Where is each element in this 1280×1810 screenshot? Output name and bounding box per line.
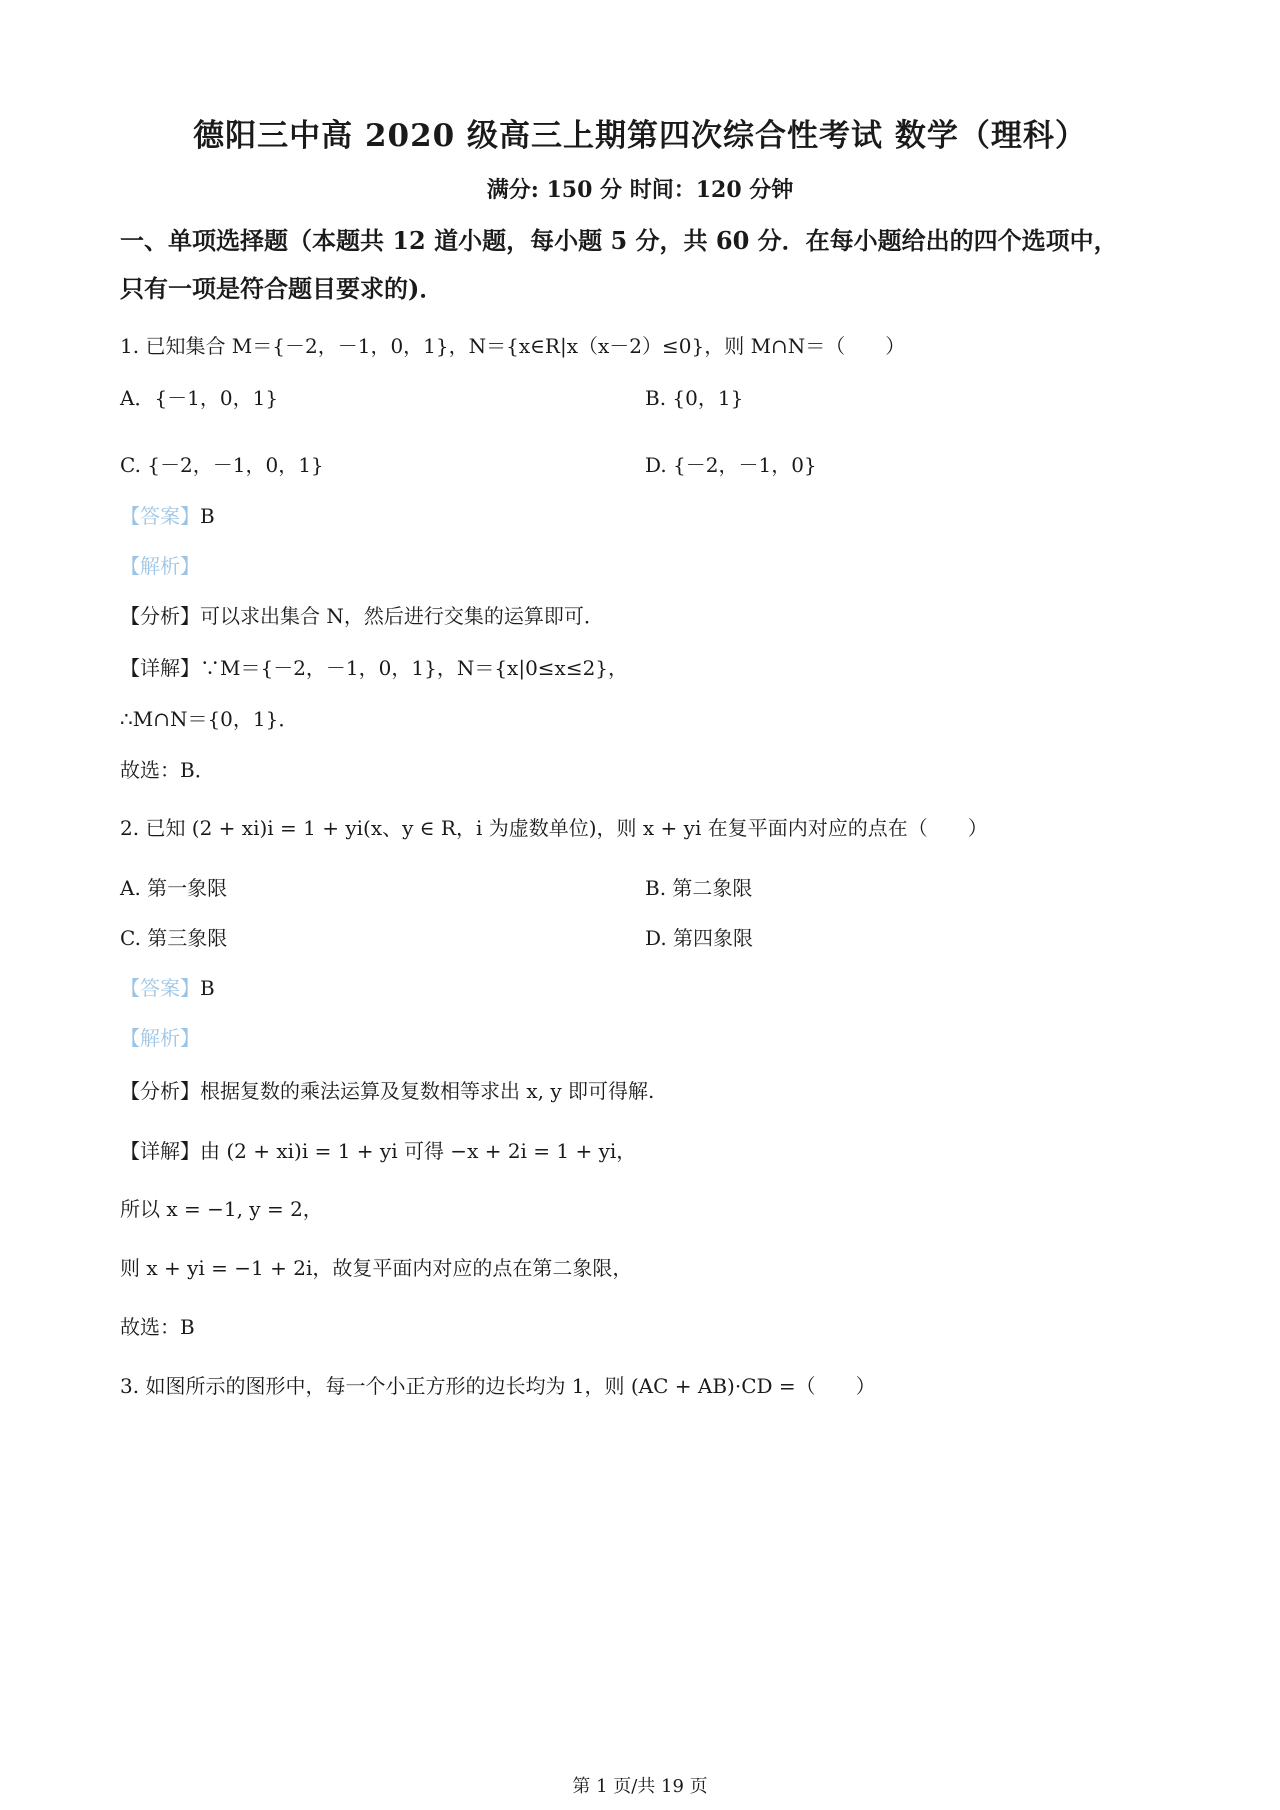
q3-stem: 3. 如图所示的图形中，每一个小正方形的边长均为 1，则 (AC + AB)·CD =（ ） (120, 1374, 876, 1398)
q2-choose: 故选：B (120, 1315, 195, 1339)
q2-option-a: A. 第一象限 (120, 876, 228, 900)
q1-answer (120, 500, 215, 529)
q2-option-c: C. 第三象限 (120, 926, 228, 950)
q2-stem: 2. 已知 (2 + xi)i = 1 + yi(x、y ∈ R，i 为虚数单位)，则 x + yi 在复平面内对应的点在（ ） (120, 816, 988, 840)
q1-fenxi: 【分析】可以求出集合 N，然后进行交集的运算即可． (120, 604, 604, 628)
q2-option-b: B. 第二象限 (645, 876, 753, 900)
q1-option-c: C. {－2，－1，0，1} (120, 453, 324, 477)
q2-xiangjie: 【详解】由 (2 + xi)i = 1 + yi 可得 −x + 2i = 1 + yi， (120, 1139, 637, 1163)
q2-fenxi: 【分析】根据复数的乘法运算及复数相等求出 x, y 即可得解. (120, 1079, 655, 1103)
q2-answer (120, 972, 215, 1001)
page-footer: 第 1 页/共 19 页 (572, 1776, 708, 1797)
section-heading-line2: 只有一项是符合题目要求的)． (120, 274, 444, 303)
q2-analysis-tag: 【解析】 (120, 1026, 200, 1050)
exam-subtitle: 满分: 150 分 时间：120 分钟 (486, 177, 794, 203)
exam-title: 德阳三中高 2020 级高三上期第四次综合性考试 数学（理科） (193, 118, 1087, 154)
q1-option-d: D. {－2，－1，0} (645, 453, 817, 477)
q2-answer-tag: 【答案】 (120, 976, 200, 1000)
q1-answer-tag: 【答案】 (120, 504, 200, 528)
q1-option-b: B. {0，1} (645, 386, 744, 410)
q2-suoyi: 所以 x = −1, y = 2， (120, 1197, 323, 1221)
q1-analysis-tag: 【解析】 (120, 554, 200, 578)
section-heading-line1: 一、单项选择题（本题共 12 道小题，每小题 5 分，共 60 分．在每小题给出的四个选项中， (120, 226, 1118, 255)
q2-ze: 则 x + yi = −1 + 2i，故复平面内对应的点在第二象限， (120, 1256, 633, 1280)
q2-option-d: D. 第四象限 (645, 926, 754, 950)
q1-choose: 故选：B． (120, 758, 215, 782)
q2-answer-value: B (200, 976, 215, 1000)
q1-therefore: ∴M∩N＝{0，1}． (120, 707, 299, 731)
q1-stem: 1. 已知集合 M＝{－2，－1，0，1}，N＝{x∈R|x（x－2）≤0}，则 M∩N＝（ ） (120, 334, 906, 358)
q1-answer-value: B (200, 504, 215, 528)
q1-xiangjie: 【详解】∵M＝{－2，－1，0，1}，N＝{x|0≤x≤2}， (120, 656, 629, 680)
q1-option-a: A．{－1，0，1} (120, 386, 279, 410)
